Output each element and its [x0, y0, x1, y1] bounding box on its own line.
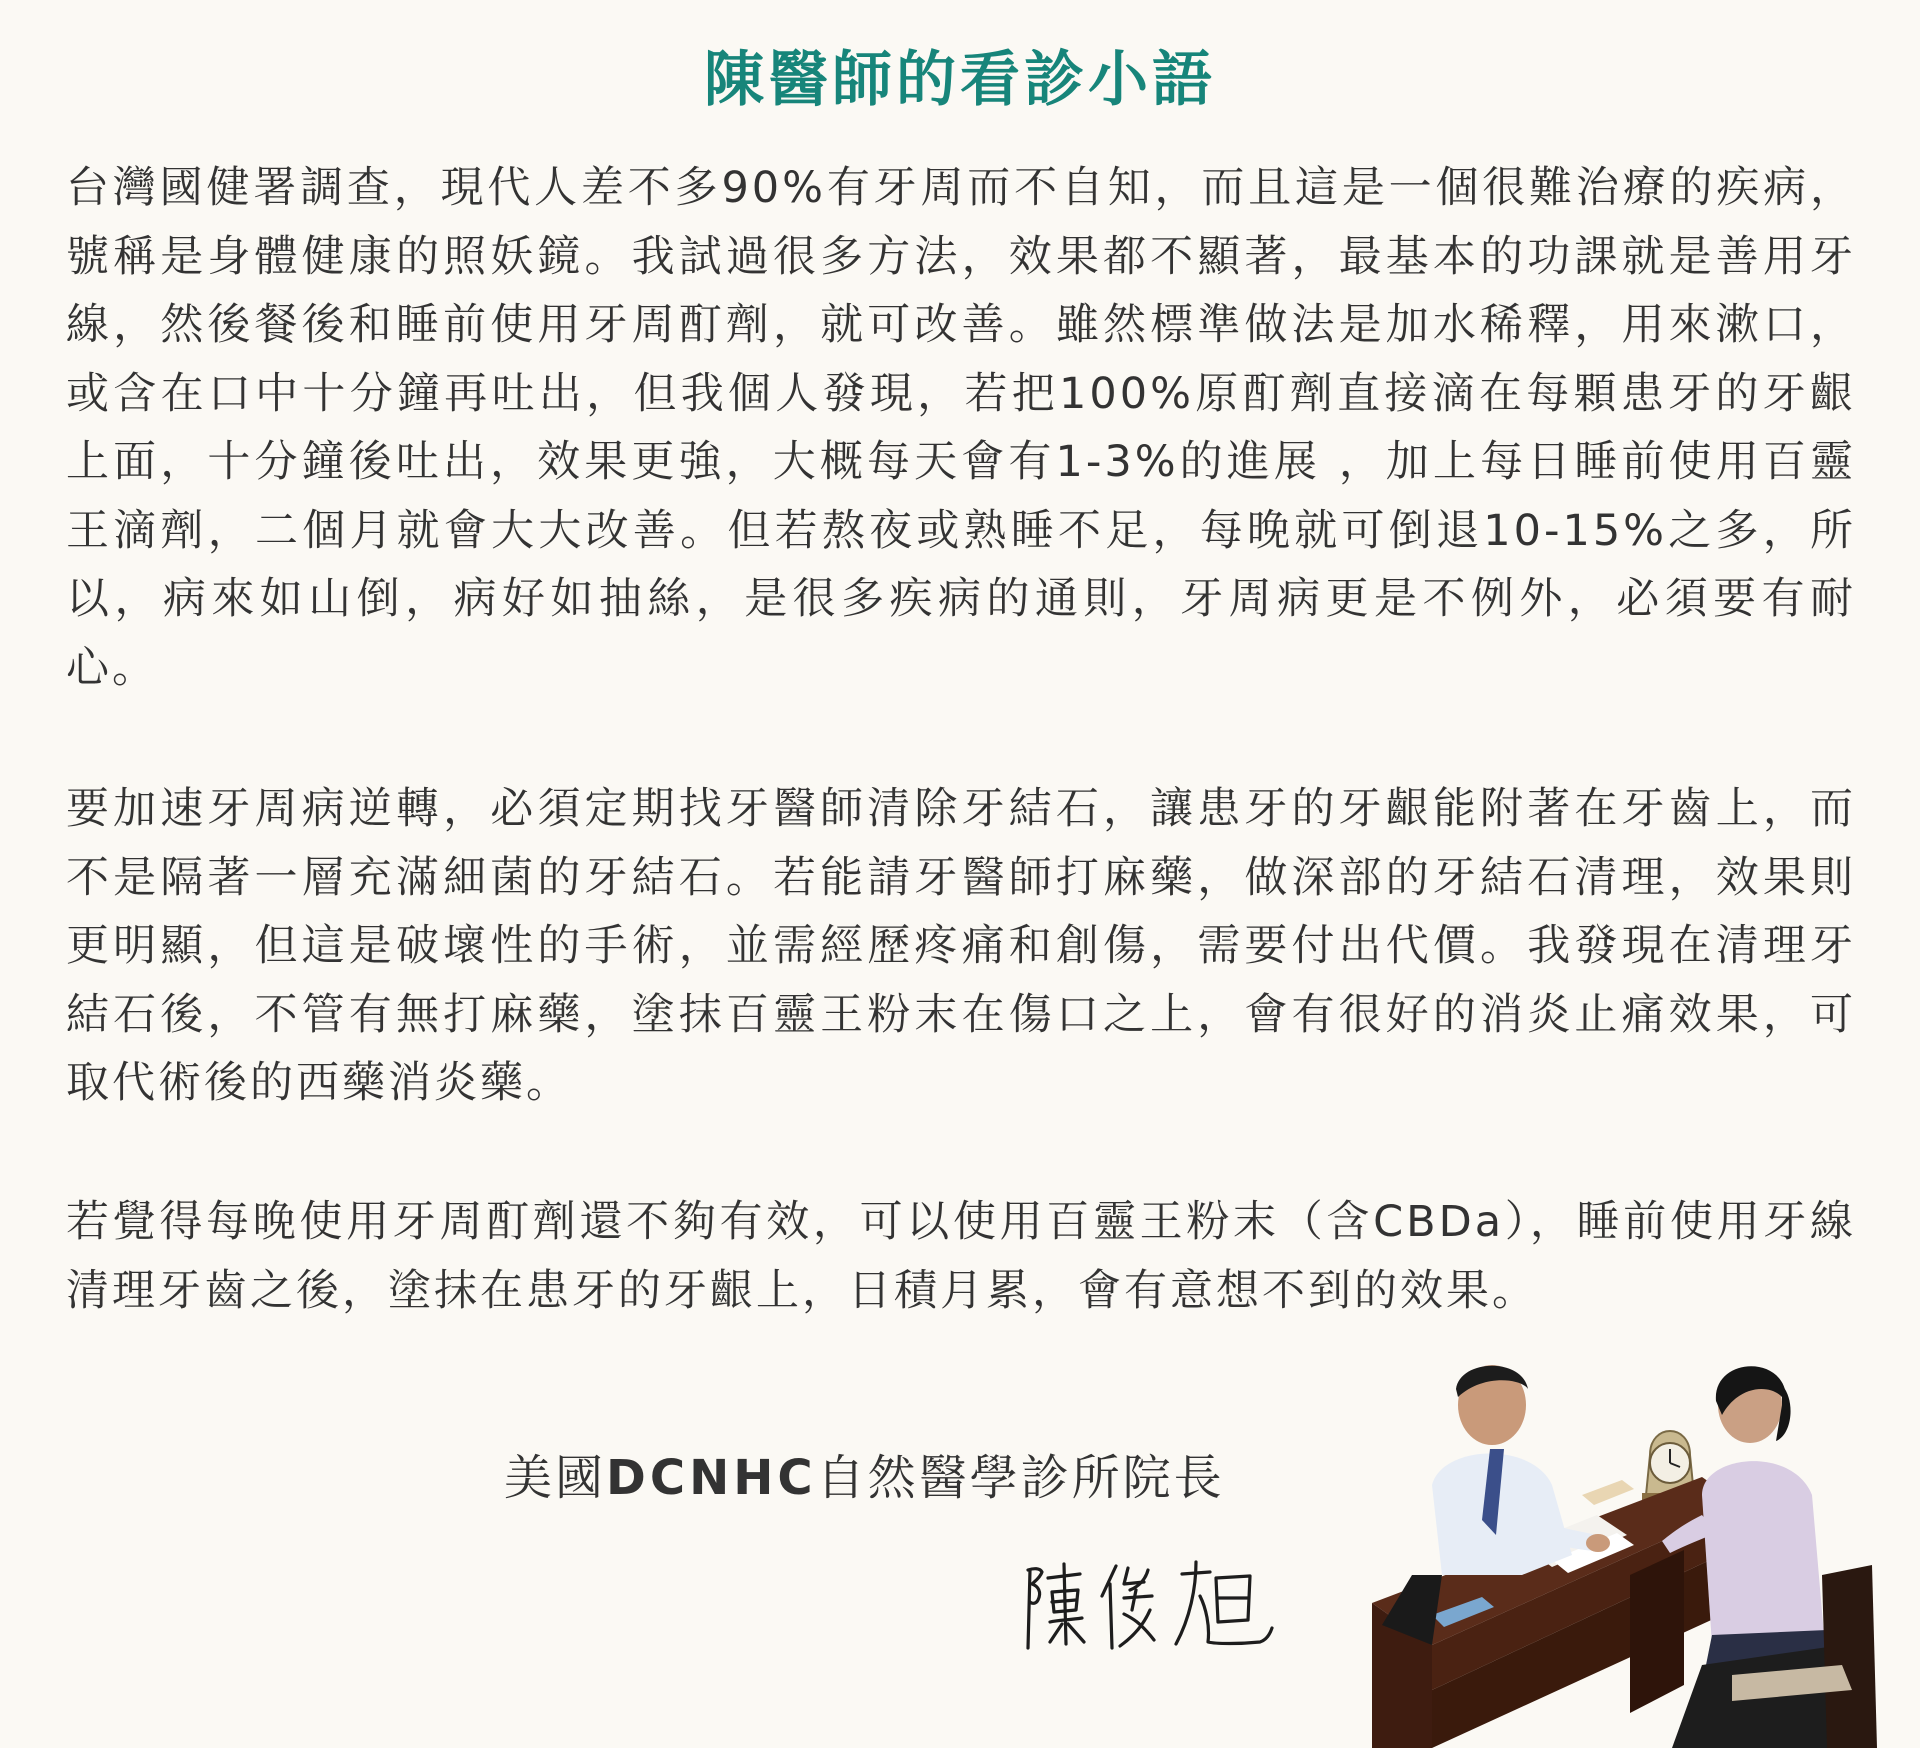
handwritten-signature [1020, 1548, 1280, 1658]
paragraph-3: 若覺得每晚使用牙周酊劑還不夠有效，可以使用百靈王粉末（含CBDa），睡前使用牙線清理牙齒之後，塗抹在患牙的牙齦上，日積月累，會有意想不到的效果。 [66, 1197, 1856, 1316]
page-title: 陳醫師的看診小語 [704, 45, 1216, 115]
paragraph-2: 要加速牙周病逆轉，必須定期找牙醫師清除牙結石，讓患牙的牙齦能附著在牙齒上，而不是隔著一層充滿細菌的牙結石。若能請牙醫師打麻藥，做深部的牙結石清理，效果則更明顯，但這是破壞性的手術，並需經歷疼痛和創傷，需要付出代價。我發現在清理牙結石後，不管有無打麻藥，塗抹百靈王粉末在傷口之上，會有很好的消炎止痛效果，可取代術後的西藥消炎藥。 [66, 784, 1856, 1108]
clinic-prefix: 美國 [504, 1450, 607, 1506]
clinic-suffix: 自然醫學診所院長 [816, 1450, 1225, 1506]
doctor-consultation-photo [1372, 1345, 1882, 1748]
clinic-director-title [504, 1443, 1225, 1513]
clinic-brand: DCNHC [606, 1450, 817, 1506]
paragraph-1: 台灣國健署調查，現代人差不多90%有牙周而不自知，而且這是一個很難治療的疾病，號稱是身體健康的照妖鏡。我試過很多方法，效果都不顯著，最基本的功課就是善用牙線，然後餐後和睡前使用牙周酊劑，就可改善。雖然標準做法是加水稀釋，用來漱口，或含在口中十分鐘再吐出，但我個人發現，若把100%原酊劑直接滴在每顆患牙的牙齦上面，十分鐘後吐出，效果更強，大概每天會有1-3%的進展 ，加上每日睡前使用百靈王滴劑，二個月就會大大改善。但若熬夜或熟睡不足，每晚就可倒退10-15%之多，所以，病來如山倒，病好如抽絲，是很多疾病的通則，牙周病更是不例外，必須要有耐心。 [66, 163, 1856, 693]
